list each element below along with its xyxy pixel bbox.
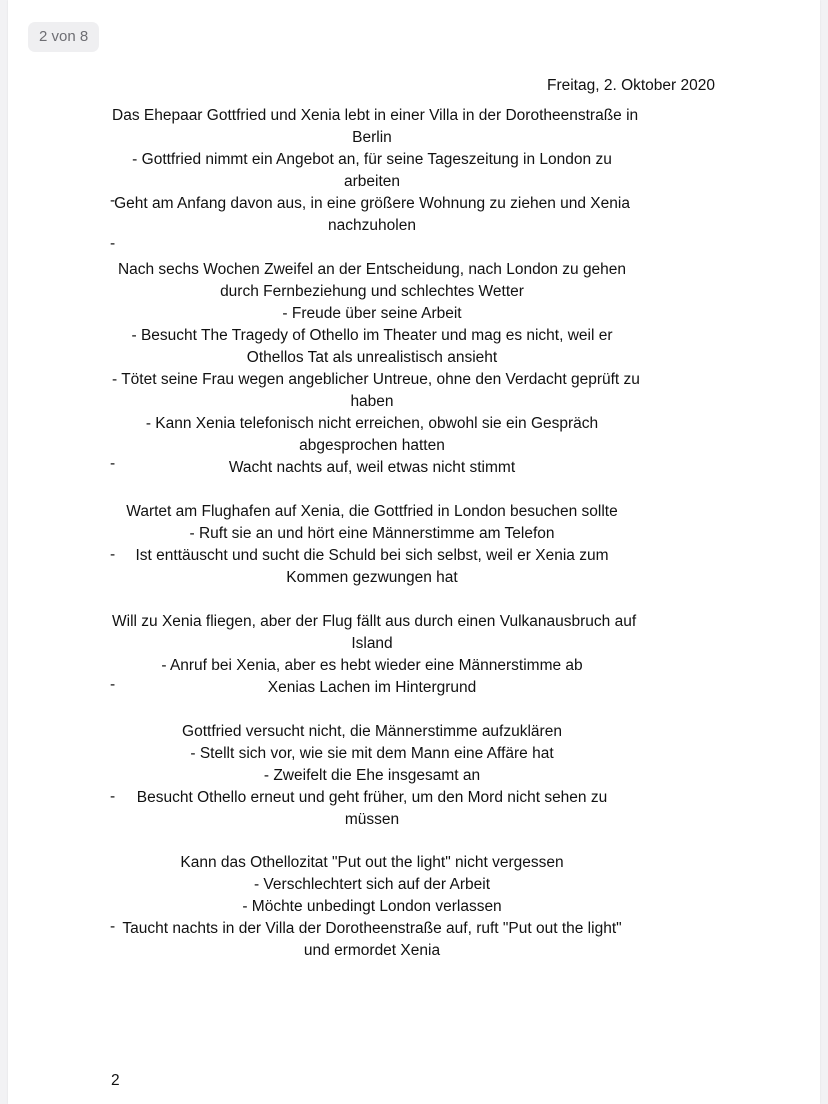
text-line: - Stellt sich vor, wie sie mit dem Mann eine Affäre hat [190, 745, 554, 762]
text-line: Will zu Xenia fliegen, aber der Flug fällt aus durch einen Vulkanausbruch auf [112, 613, 637, 630]
text-line: Berlin [352, 129, 392, 146]
page-indicator: 2 von 8 [28, 22, 99, 52]
text-line: - Ruft sie an und hört eine Männerstimme am Telefon [189, 525, 555, 542]
text-line: Gottfried versucht nicht, die Männerstimme aufzuklären [182, 723, 562, 740]
text-line: - Tötet seine Frau wegen angeblicher Untreue, ohne den Verdacht geprüft zu [112, 371, 640, 388]
bullet-dash: - [110, 918, 116, 935]
text-line: und ermordet Xenia [303, 942, 441, 959]
text-line: arbeiten [343, 173, 400, 190]
text-line: - Gottfried nimmt ein Angebot an, für seine Tageszeitung in London zu [132, 151, 612, 168]
text-line: abgesprochen hatten [299, 437, 445, 454]
text-line: - Besucht The Tragedy of Othello im Theater und mag es nicht, weil er [131, 327, 613, 344]
text-line: Wartet am Flughafen auf Xenia, die Gottfried in London besuchen sollte [126, 503, 618, 520]
bullet-dash: - [110, 788, 116, 805]
text-line: Xenias Lachen im Hintergrund [267, 679, 477, 696]
text-line: Nach sechs Wochen Zweifel an der Entscheidung, nach London zu gehen [117, 261, 627, 278]
text-line: - Möchte unbedingt London verlassen [242, 898, 502, 915]
document-page [8, 0, 820, 1104]
text-line: haben [350, 393, 394, 410]
text-line: Wacht nachts auf, weil etwas nicht stimmt [228, 459, 516, 476]
text-line: - Zweifelt die Ehe insgesamt an [263, 767, 481, 784]
text-line: Kann das Othellozitat "Put out the light" nicht vergessen [180, 854, 564, 871]
bullet-dash: - [110, 455, 116, 472]
bullet-dash: - [110, 676, 116, 693]
text-line: Geht am Anfang davon aus, in eine größere Wohnung zu ziehen und Xenia [114, 195, 630, 212]
text-line: Othellos Tat als unrealistisch ansieht [246, 349, 498, 366]
bullet-dash: - [110, 546, 116, 563]
bullet-dash: - [110, 235, 116, 252]
bullet-dash: - [110, 192, 116, 209]
text-line: - Verschlechtert sich auf der Arbeit [253, 876, 491, 893]
text-line: Besucht Othello erneut und geht früher, um den Mord nicht sehen zu [136, 789, 608, 806]
text-line: - Kann Xenia telefonisch nicht erreichen, obwohl sie ein Gespräch [145, 415, 599, 432]
text-line: Das Ehepaar Gottfried und Xenia lebt in einer Villa in der Dorotheenstraße in [112, 107, 639, 124]
text-line: Taucht nachts in der Villa der Dorotheenstraße auf, ruft "Put out the light" [122, 920, 622, 937]
text-line: - Freude über seine Arbeit [282, 305, 462, 322]
text-line: Ist enttäuscht und sucht die Schuld bei sich selbst, weil er Xenia zum [135, 547, 609, 564]
document-date: Freitag, 2. Oktober 2020 [546, 77, 715, 94]
text-line: nachzuholen [328, 217, 416, 234]
text-line: - Anruf bei Xenia, aber es hebt wieder eine Männerstimme ab [161, 657, 583, 674]
text-line: müssen [344, 811, 400, 828]
text-line: Island [351, 635, 393, 652]
page-number: 2 [111, 1072, 120, 1089]
text-line: durch Fernbeziehung und schlechtes Wetter [220, 283, 524, 300]
text-line: Kommen gezwungen hat [286, 569, 458, 586]
